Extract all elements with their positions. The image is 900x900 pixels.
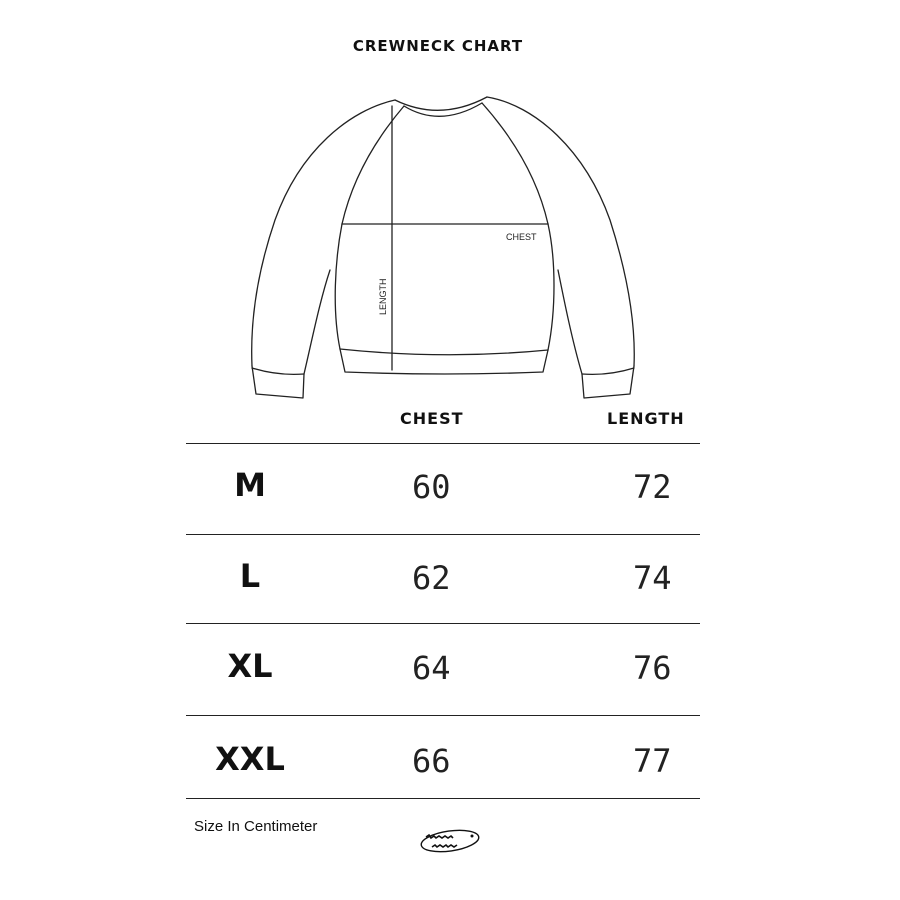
table-divider: [186, 715, 700, 716]
table-row-chest: 64: [412, 649, 451, 687]
table-row-length: 74: [633, 559, 672, 597]
diagram-length-label: LENGTH: [378, 278, 388, 315]
table-row-size: XL: [227, 647, 273, 685]
table-row-chest: 60: [412, 468, 451, 506]
table-row-size: L: [239, 557, 261, 595]
header-length: LENGTH: [607, 409, 685, 428]
header-chest: CHEST: [400, 409, 464, 428]
brand-logo-icon: [418, 827, 482, 855]
table-divider: [186, 623, 700, 624]
table-row-size: M: [234, 466, 266, 504]
table-row-length: 76: [633, 649, 672, 687]
diagram-chest-label: CHEST: [506, 232, 537, 242]
chart-title: CREWNECK CHART: [352, 37, 524, 55]
table-divider: [186, 798, 700, 799]
table-divider: [186, 443, 700, 444]
crewneck-diagram-icon: [0, 0, 900, 420]
table-row-chest: 62: [412, 559, 451, 597]
size-unit-note: Size In Centimeter: [194, 818, 318, 835]
table-row-length: 77: [633, 742, 672, 780]
table-row-chest: 66: [412, 742, 451, 780]
table-row-length: 72: [633, 468, 672, 506]
table-row-size: XXL: [215, 740, 285, 778]
table-divider: [186, 534, 700, 535]
